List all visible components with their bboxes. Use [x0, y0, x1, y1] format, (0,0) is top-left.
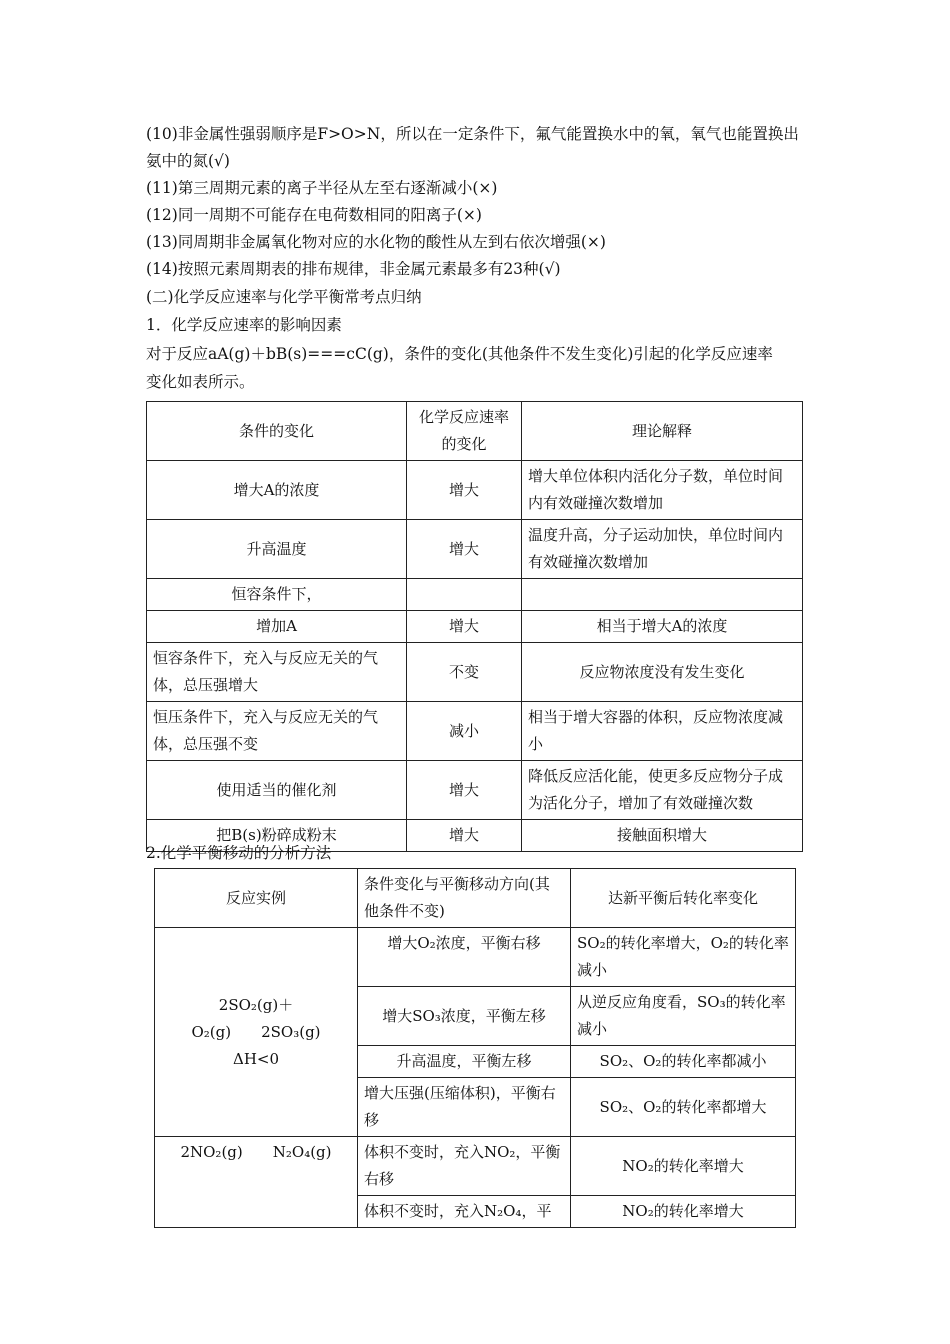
cell-change: 升高温度，平衡左移 [358, 1046, 571, 1078]
cell-condition: 把B(s)粉碎成粉末 [147, 820, 407, 852]
item-13: (13)同周期非金属氧化物对应的水化物的酸性从左到右依次增强(×) [146, 233, 606, 251]
table-header-row [155, 869, 796, 928]
cell-result: NO₂的转化率增大 [571, 1196, 796, 1228]
reaction-no2-cell [155, 1137, 358, 1228]
cell-condition: 使用适当的催化剂 [147, 761, 407, 820]
equilibrium-shift-table [154, 868, 796, 1228]
cell-rate: 增大 [407, 761, 522, 820]
reaction-so2-line2: O₂(g) 2SO₃(g) [191, 1022, 321, 1041]
intro-line2: 变化如表所示。 [146, 373, 255, 391]
header-explanation: 理论解释 [522, 402, 803, 461]
cell-change: 增大压强(压缩体积)，平衡右移 [358, 1078, 571, 1137]
cell-explanation: 反应物浓度没有发生变化 [522, 643, 803, 702]
table-row [147, 643, 803, 702]
table-row [155, 1137, 796, 1196]
header-condition: 条件的变化 [147, 402, 407, 461]
item-14: (14)按照元素周期表的排布规律，非金属元素最多有23种(√) [146, 260, 561, 278]
header-rate: 化学反应速率的变化 [407, 402, 522, 461]
cell-change: 增大O₂浓度，平衡右移 [358, 928, 571, 987]
cell-explanation: 相当于增大容器的体积，反应物浓度减小 [522, 702, 803, 761]
reaction-so2-line1: 2SO₂(g)＋ [218, 995, 294, 1014]
header-reaction: 反应实例 [155, 869, 358, 928]
table-row [147, 579, 803, 611]
reaction-so2-cell [155, 928, 358, 1137]
heading-2: 2.化学平衡移动的分析方法 [146, 844, 332, 862]
reaction-so2-line3: ΔH<0 [232, 1049, 280, 1068]
intro-line1: 对于反应aA(g)＋bB(s)===cC(g)，条件的变化(其他条件不发生变化)引起的化学反应速率 [146, 345, 773, 363]
cell-rate [407, 579, 522, 611]
item-10-line2: 氨中的氮(√) [146, 152, 230, 170]
cell-condition: 恒压条件下，充入与反应无关的气体，总压强不变 [147, 702, 407, 761]
header-conversion: 达新平衡后转化率变化 [571, 869, 796, 928]
cell-rate: 减小 [407, 702, 522, 761]
cell-condition: 增大A的浓度 [147, 461, 407, 520]
cell-condition: 增加A [147, 611, 407, 643]
cell-change: 体积不变时，充入N₂O₄，平 [358, 1196, 571, 1228]
table-row [147, 520, 803, 579]
header-change: 条件变化与平衡移动方向(其他条件不变) [358, 869, 571, 928]
cell-rate: 增大 [407, 461, 522, 520]
section-title: (二)化学反应速率与化学平衡常考点归纳 [146, 288, 422, 306]
table-row [147, 702, 803, 761]
cell-rate: 增大 [407, 520, 522, 579]
cell-condition: 恒容条件下， [147, 579, 407, 611]
cell-rate: 增大 [407, 611, 522, 643]
item-10-line1: (10)非金属性强弱顺序是F>O>N，所以在一定条件下，氟气能置换水中的氧，氧气也能置换出 [146, 125, 799, 143]
cell-explanation: 温度升高，分子运动加快，单位时间内有效碰撞次数增加 [522, 520, 803, 579]
cell-explanation: 相当于增大A的浓度 [522, 611, 803, 643]
item-12: (12)同一周期不可能存在电荷数相同的阳离子(×) [146, 206, 482, 224]
cell-result: NO₂的转化率增大 [571, 1137, 796, 1196]
cell-result: 从逆反应角度看，SO₃的转化率减小 [571, 987, 796, 1046]
cell-condition: 恒容条件下，充入与反应无关的气体，总压强增大 [147, 643, 407, 702]
cell-result: SO₂的转化率增大，O₂的转化率减小 [571, 928, 796, 987]
cell-change: 体积不变时，充入NO₂，平衡右移 [358, 1137, 571, 1196]
cell-explanation: 增大单位体积内活化分子数，单位时间内有效碰撞次数增加 [522, 461, 803, 520]
table-row [155, 928, 796, 987]
reaction-no2-line1: 2NO₂(g) N₂O₄(g) [180, 1143, 332, 1161]
cell-condition: 升高温度 [147, 520, 407, 579]
cell-result: SO₂、O₂的转化率都减小 [571, 1046, 796, 1078]
table-row [147, 611, 803, 643]
cell-explanation [522, 579, 803, 611]
cell-explanation: 接触面积增大 [522, 820, 803, 852]
cell-rate: 增大 [407, 820, 522, 852]
rate-factors-table [146, 401, 803, 852]
item-11: (11)第三周期元素的离子半径从左至右逐渐减小(×) [146, 179, 498, 197]
table-row [147, 761, 803, 820]
cell-rate: 不变 [407, 643, 522, 702]
heading-1: 1．化学反应速率的影响因素 [146, 316, 342, 334]
table-header-row [147, 402, 803, 461]
table-row [147, 461, 803, 520]
cell-result: SO₂、O₂的转化率都增大 [571, 1078, 796, 1137]
cell-explanation: 降低反应活化能，使更多反应物分子成为活化分子，增加了有效碰撞次数 [522, 761, 803, 820]
cell-change: 增大SO₃浓度，平衡左移 [358, 987, 571, 1046]
